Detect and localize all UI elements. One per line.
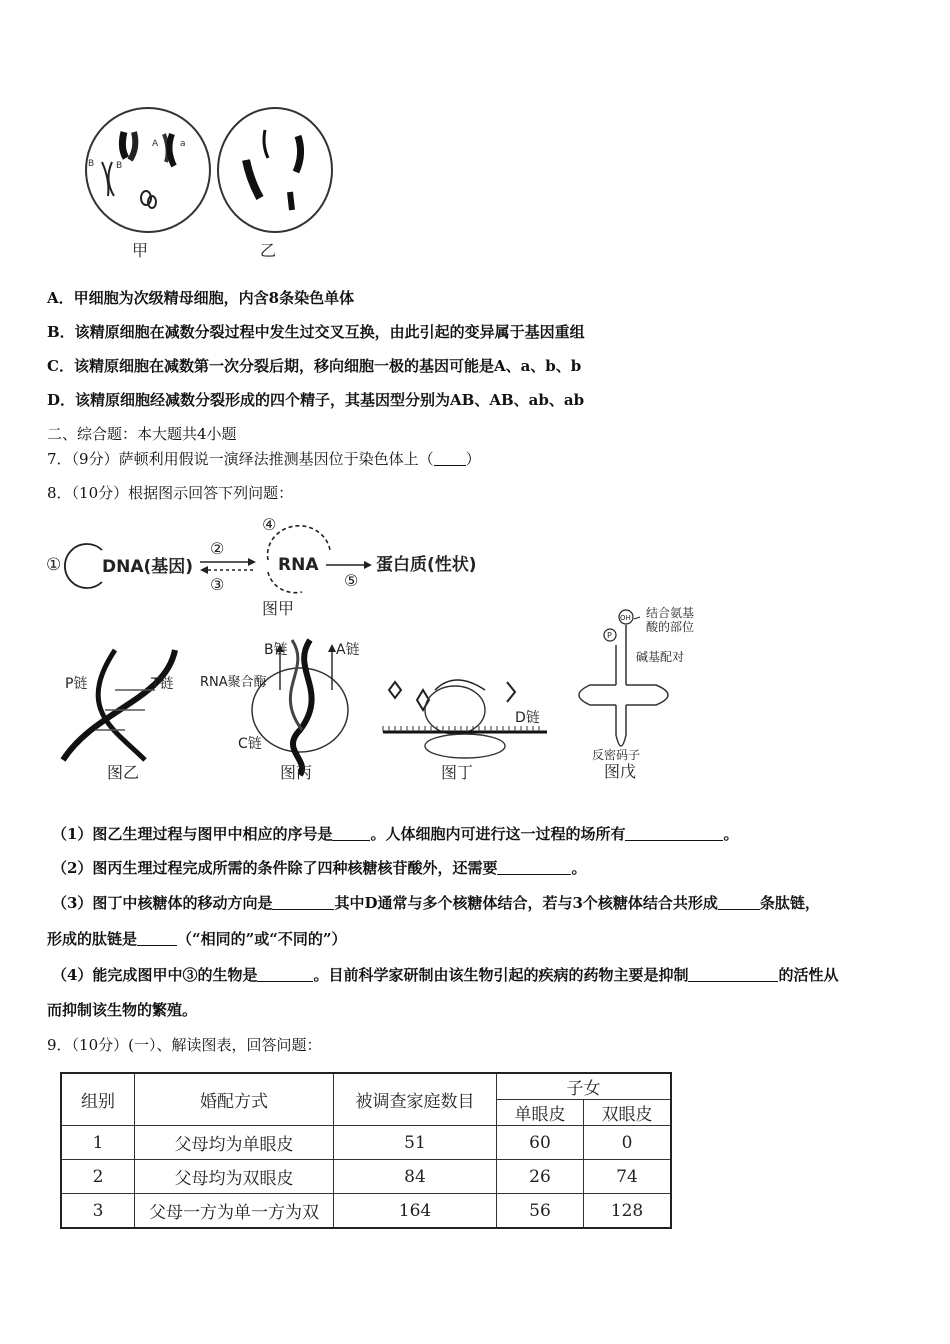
header-single: 单眼皮 [497, 1100, 584, 1126]
chromosomes-yi [246, 130, 301, 210]
c-chain-label: C链 [238, 736, 262, 752]
label-3: ③ [210, 575, 225, 594]
chromosomes-jia [102, 132, 174, 208]
q8-p4-blank-2[interactable] [688, 967, 778, 982]
section-heading: 二、综合题：本大题共4小题 [47, 425, 237, 443]
binding-site-label-2: 酸的部位 [646, 620, 695, 634]
acceptor-stem [616, 625, 626, 685]
figure-wu-caption: 图戊 [604, 762, 637, 781]
q8-p1-text-a: （1）图乙生理过程与图甲中相应的序号是 [52, 825, 333, 843]
replication-loop [65, 544, 102, 588]
q8-p3-blank-2[interactable] [718, 895, 760, 910]
dna-label: DNA(基因) [102, 557, 194, 577]
header-families: 被调查家庭数目 [334, 1073, 497, 1126]
q8-p3-text-a: （3）图丁中核糖体的移动方向是 [52, 894, 273, 912]
cell-families: 84 [334, 1160, 497, 1194]
a-chain-label: A链 [336, 642, 360, 658]
cell-group: 3 [61, 1194, 135, 1229]
b-chain-label: B链 [264, 642, 288, 658]
q8-p3-blank-1[interactable] [272, 895, 334, 910]
q8-p4-text-c: 的活性从 [778, 966, 839, 984]
q8-p3-blank-3[interactable] [137, 931, 177, 946]
protein-label: 蛋白质(性状) [376, 555, 477, 575]
q8-part-3-cont [47, 928, 347, 949]
figure-bing-caption: 图丙 [280, 763, 313, 782]
allele-label: A [152, 139, 159, 149]
helix-strand [98, 650, 145, 760]
q7-blank[interactable] [434, 451, 466, 466]
dna-helix [293, 640, 312, 775]
q8-part-3 [52, 892, 820, 913]
cell-families: 51 [334, 1126, 497, 1160]
cell-group: 1 [61, 1126, 135, 1160]
q8-p1-blank-1[interactable] [332, 826, 370, 841]
oh-label: OH [620, 614, 631, 622]
cell-families: 164 [334, 1194, 497, 1229]
table-row [61, 1126, 671, 1160]
binding-site-label-1: 结合氨基 [646, 606, 695, 620]
rna-polymerase-label: RNA聚合酶 [200, 675, 267, 690]
cell-marriage: 父母均为单眼皮 [135, 1126, 334, 1160]
cell-single: 26 [497, 1160, 584, 1194]
figure-bing [200, 630, 390, 790]
q8-p3-text-b: 其中D通常与多个核糖体结合，若与3个核糖体结合共形成 [334, 894, 718, 912]
right-loop [626, 685, 668, 705]
d-chain-label: D链 [515, 710, 540, 726]
figure-jia-caption: 图甲 [262, 599, 295, 618]
header-marriage: 婚配方式 [135, 1073, 334, 1126]
q8-p4-blank-1[interactable] [257, 967, 313, 982]
q7-prefix: 7．（9分）萨顿利用假说一演绎法推测基因位于染色体上（ [47, 450, 434, 468]
q8-p3-text-e: （“相同的”或“不同的”） [177, 930, 347, 948]
q8-p1-blank-2[interactable] [625, 826, 723, 841]
table-row [61, 1160, 671, 1194]
figure-jia [40, 510, 500, 620]
q8-p4-text-a: （4）能完成图甲中③的生物是 [52, 966, 258, 984]
label-5: ⑤ [344, 571, 359, 590]
cell-single: 60 [497, 1126, 584, 1160]
question-7 [47, 448, 481, 469]
q8-p1-text-c: 。 [723, 825, 739, 843]
q8-p3-text-d: 形成的肽链是 [47, 930, 138, 948]
figure-yi-caption: 图乙 [107, 763, 140, 782]
cell-figure [80, 100, 340, 270]
ribosome-small [425, 734, 505, 758]
allele-label: B [88, 159, 95, 169]
figure-yi [55, 630, 205, 790]
header-double: 双眼皮 [584, 1100, 672, 1126]
q8-p1-text-b: 。人体细胞内可进行这一过程的场所有 [370, 825, 626, 843]
cell-marriage: 父母均为双眼皮 [135, 1160, 334, 1194]
cell-double: 0 [584, 1126, 672, 1160]
q8-part-4 [52, 964, 838, 985]
q7-suffix: ） [465, 450, 481, 468]
helix-strand [63, 650, 175, 760]
q8-p2-text-b: 。 [571, 859, 587, 877]
label-2: ② [210, 539, 225, 558]
figure-ding-caption: 图丁 [441, 763, 474, 782]
option-a: A．甲细胞为次级精母细胞，内含8条染色单体 [47, 289, 355, 307]
t-chain-label: T链 [151, 676, 174, 692]
table-row [61, 1194, 671, 1229]
option-b: B．该精原细胞在减数分裂过程中发生过交叉互换，由此引起的变异属于基因重组 [47, 323, 585, 341]
cell-marriage: 父母一方为单一方为双 [135, 1194, 334, 1229]
allele-label: B [116, 161, 123, 171]
data-table [60, 1072, 672, 1229]
q8-p4-text-b: 。目前科学家研制由该生物引起的疾病的药物主要是抑制 [313, 966, 689, 984]
header-children: 子女 [497, 1073, 672, 1100]
cell-double: 74 [584, 1160, 672, 1194]
question-8-stem: 8．（10分）根据图示回答下列问题： [47, 484, 294, 502]
rna-label: RNA [278, 555, 319, 575]
left-loop [579, 685, 616, 705]
cell-yi [218, 108, 332, 232]
allele-label: a [180, 139, 186, 149]
q8-part-4-cont: 而抑制该生物的繁殖。 [47, 1001, 198, 1019]
header-group: 组别 [61, 1073, 135, 1126]
option-c: C．该精原细胞在减数第一次分裂后期，移向细胞一极的基因可能是A、a、b、b [47, 357, 582, 375]
q8-p2-blank[interactable] [497, 860, 571, 875]
figure-wu [560, 605, 720, 785]
p-chain-label: P链 [65, 676, 88, 692]
cell-label-yi: 乙 [260, 241, 277, 260]
q8-p2-text-a: （2）图丙生理过程完成所需的条件除了四种核糖核苷酸外，还需要 [52, 859, 498, 877]
q8-part-2 [52, 857, 586, 878]
option-d: D．该精原细胞经减数分裂形成的四个精子，其基因型分别为AB、AB、ab、ab [47, 391, 585, 409]
figure-ding [375, 670, 555, 788]
cell-label-jia: 甲 [132, 241, 149, 260]
q8-part-1 [52, 823, 738, 844]
p-label: P [607, 631, 612, 640]
cell-single: 56 [497, 1194, 584, 1229]
anticodon-stem [616, 705, 626, 746]
label-4: ④ [262, 515, 277, 534]
q8-p3-text-c: 条肽链， [759, 894, 820, 912]
anticodon-label: 反密码子 [592, 748, 641, 762]
label-1: ① [46, 555, 62, 575]
question-9-stem: 9．（10分）(一）、解读图表，回答问题： [47, 1036, 322, 1054]
base-pairing-label: 碱基配对 [636, 650, 685, 664]
cell-double: 128 [584, 1194, 672, 1229]
cell-group: 2 [61, 1160, 135, 1194]
